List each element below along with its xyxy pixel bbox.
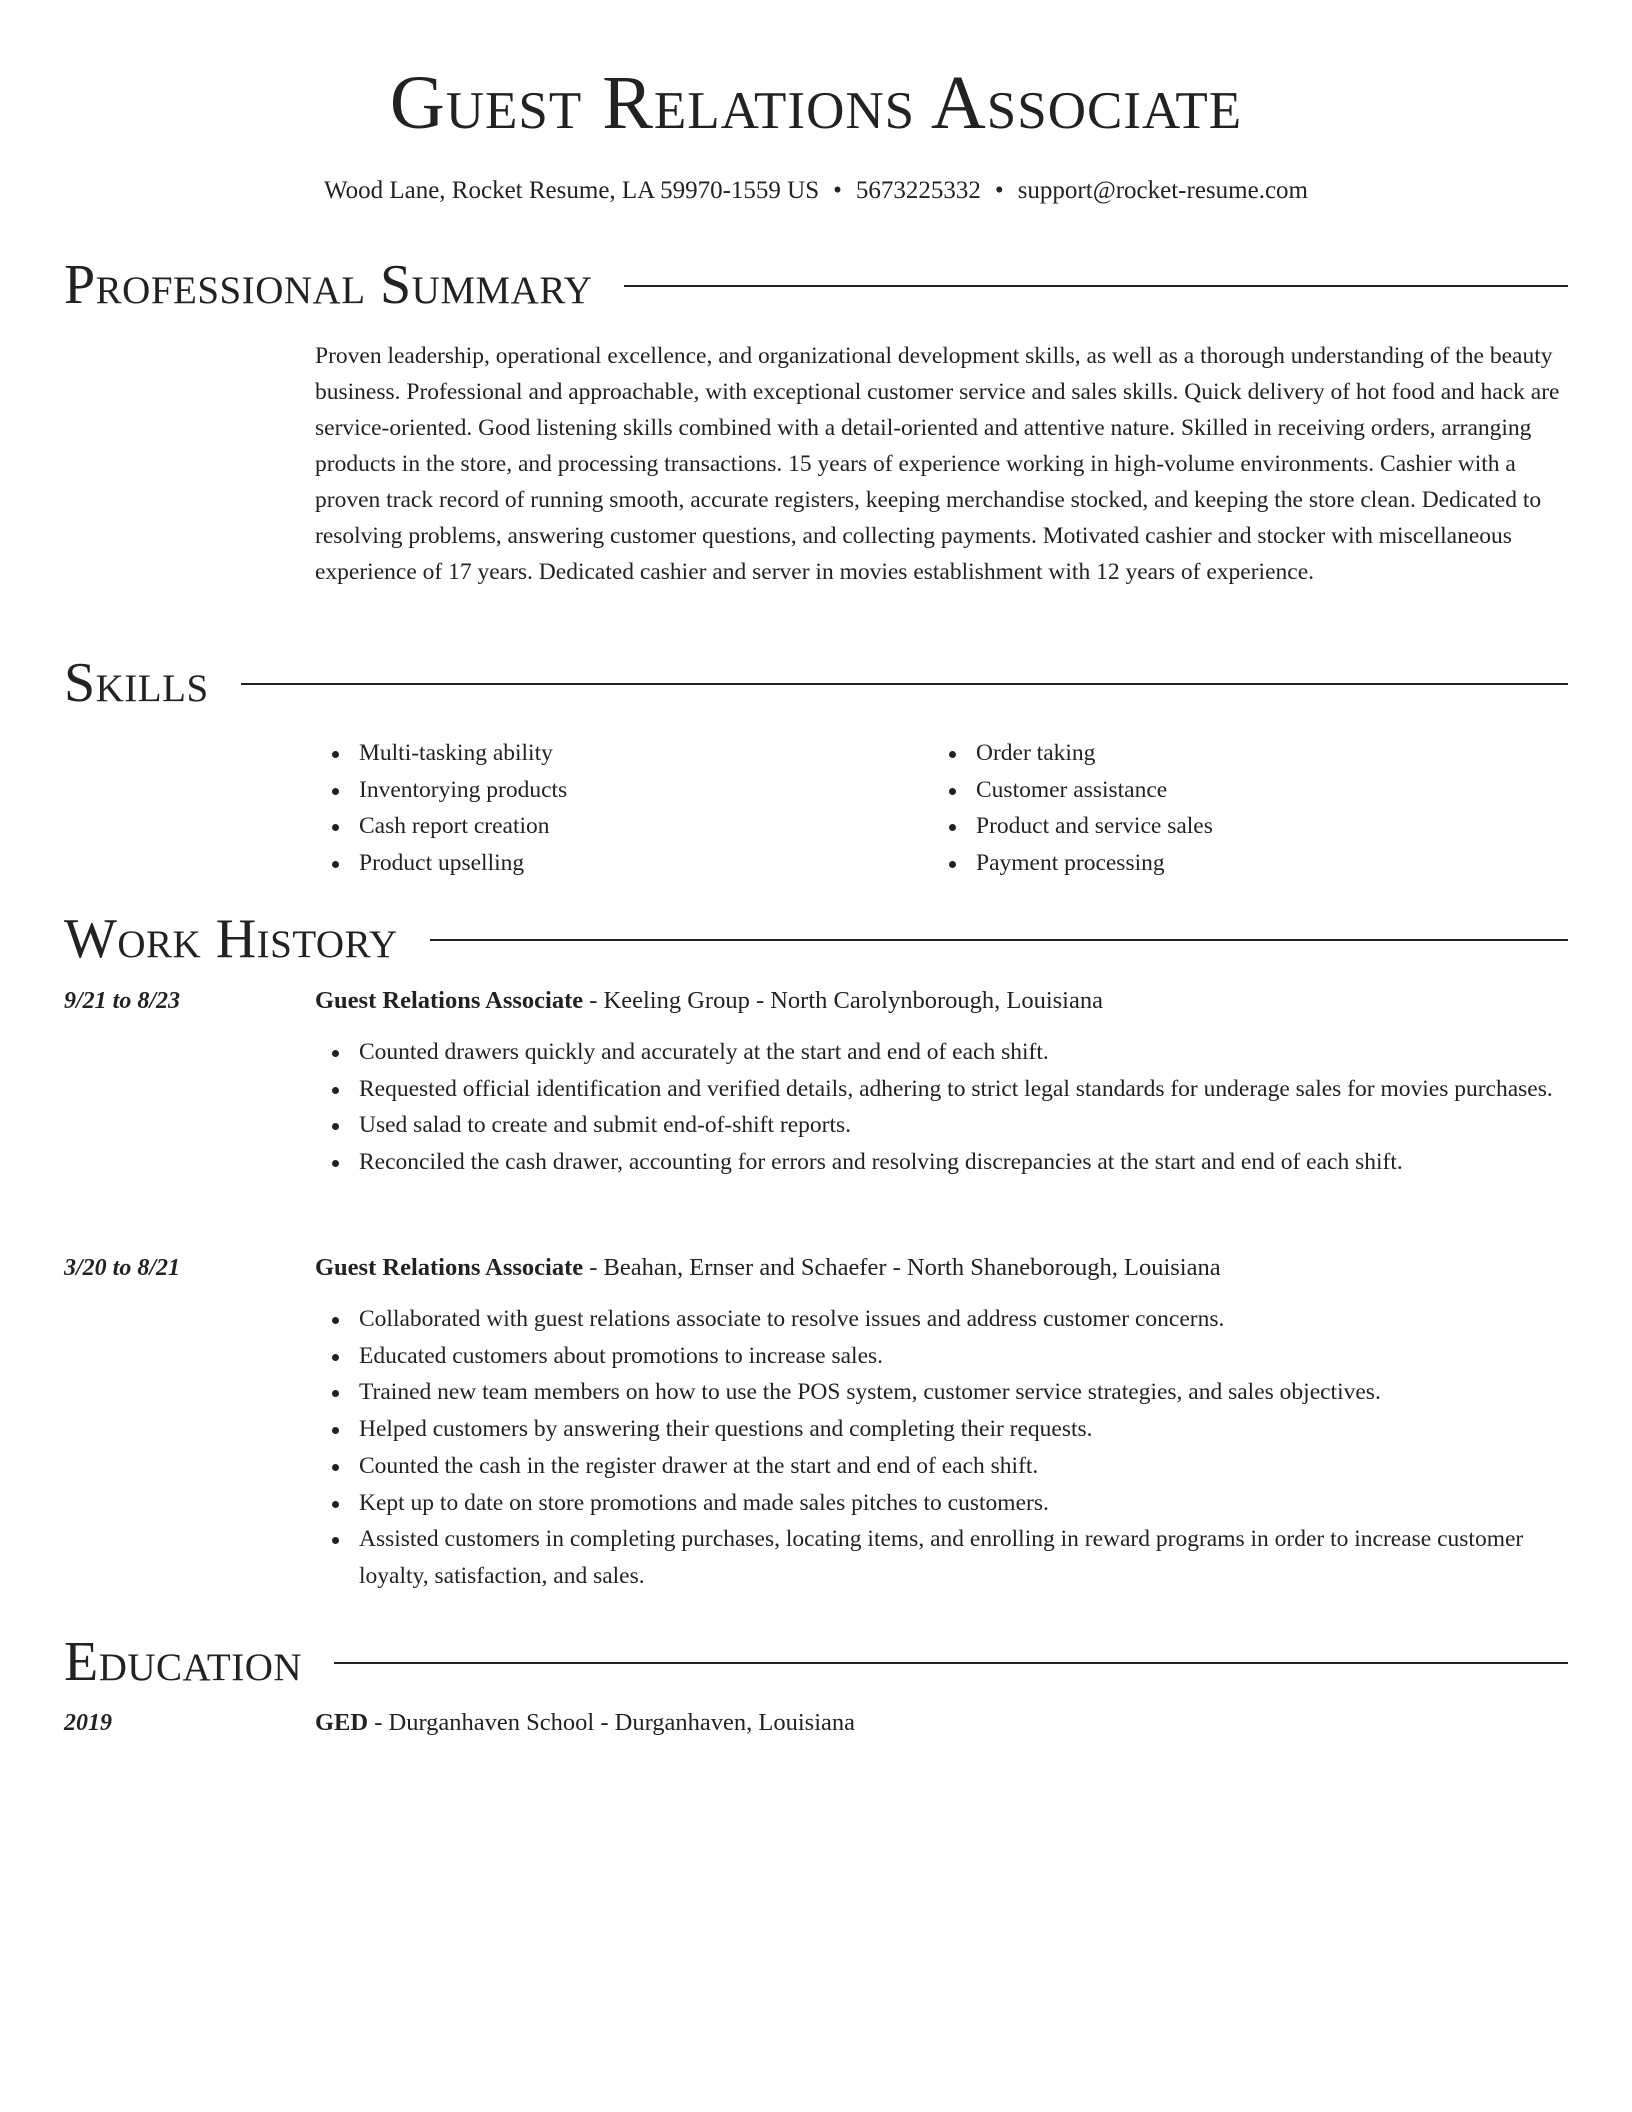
job-dates: 9/21 to 8/23	[64, 988, 181, 1014]
section-header-work	[64, 904, 1568, 974]
contact-separator: •	[994, 177, 1004, 204]
section-divider	[241, 683, 1568, 685]
education-school-location: - Durganhaven School - Durganhaven, Louisiana	[368, 1709, 856, 1736]
job-duty-item: Assisted customers in completing purchases, locating items, and enrolling in reward programs in order to increase customer loyalty, satisfaction, and sales.	[359, 1521, 1568, 1594]
section-header-summary	[64, 250, 1568, 320]
skill-item: Cash report creation	[359, 808, 932, 845]
skill-item: Customer assistance	[976, 772, 1549, 809]
summary-text: Proven leadership, operational excellence, and organizational development skills, as well as a thorough understanding of the beauty business. Professional and approachable, with exceptional customer service and sales skills. Quick delivery of hot food and hack are service-oriented. Good listening skills combined with a detail-oriented and attentive nature. Skilled in receiving orders, arranging products in the store, and processing transactions. 15 years of experience working in high-volume environments. Cashier with a proven track record of running smooth, accurate registers, keeping merchandise stocked, and keeping the store clean. Dedicated to resolving problems, answering customer questions, and collecting payments. Motivated cashier and stocker with miscellaneous experience of 17 years. Dedicated cashier and server in movies establishment with 12 years of experience.	[315, 343, 1560, 585]
job-duty-item: Counted drawers quickly and accurately at the start and end of each shift.	[359, 1034, 1568, 1071]
skills-list	[315, 735, 1568, 882]
job-duty-item: Kept up to date on store promotions and made sales pitches to customers.	[359, 1485, 1568, 1522]
job-employer-location: - Beahan, Ernser and Schaefer - North Shaneborough, Louisiana	[583, 1254, 1221, 1281]
contact-email: support@rocket-resume.com	[1017, 177, 1308, 204]
job-dates: 3/20 to 8/21	[64, 1255, 181, 1281]
skills-column-left	[315, 735, 932, 882]
contact-line	[64, 174, 1568, 208]
job-title-line	[315, 983, 1568, 1019]
skills-column-right	[932, 735, 1549, 882]
section-header-skills	[64, 648, 1568, 718]
job-duty-item: Used salad to create and submit end-of-shift reports.	[359, 1107, 1568, 1144]
job-duty-item: Requested official identification and verified details, adhering to strict legal standards for underage sales for movies purchases.	[359, 1071, 1568, 1108]
job-duty-item: Helped customers by answering their questions and completing their requests.	[359, 1411, 1568, 1448]
section-title-summary: Professional Summary	[64, 254, 593, 316]
job-role: Guest Relations Associate	[315, 1254, 584, 1281]
job-duty-item: Collaborated with guest relations associate to resolve issues and address customer concerns.	[359, 1301, 1568, 1338]
skill-item: Inventorying products	[359, 772, 932, 809]
section-divider	[334, 1662, 1568, 1664]
job-duties	[315, 1034, 1568, 1181]
section-divider	[430, 939, 1568, 941]
job-duties	[315, 1301, 1568, 1595]
section-divider	[624, 285, 1568, 287]
skill-item: Order taking	[976, 735, 1549, 772]
education-title-line	[315, 1705, 1568, 1741]
section-title-work: Work History	[64, 908, 398, 970]
education-year: 2019	[64, 1710, 112, 1736]
education-degree: GED	[315, 1709, 369, 1736]
job-employer-location: - Keeling Group - North Carolynborough, Louisiana	[583, 987, 1103, 1014]
skill-item: Multi-tasking ability	[359, 735, 932, 772]
section-title-education: Education	[64, 1631, 303, 1693]
job-duty-item: Trained new team members on how to use the POS system, customer service strategies, and sales objectives.	[359, 1374, 1568, 1411]
contact-address: Wood Lane, Rocket Resume, LA 59970-1559 US	[324, 177, 820, 204]
skill-item: Payment processing	[976, 845, 1549, 882]
section-header-education	[64, 1627, 1568, 1697]
contact-separator: •	[833, 177, 842, 204]
job-title-line	[315, 1250, 1568, 1286]
job-duty-item: Reconciled the cash drawer, accounting for errors and resolving discrepancies at the start and end of each shift.	[359, 1144, 1568, 1181]
contact-phone: 5673225332	[855, 177, 981, 204]
job-duty-item: Counted the cash in the register drawer at the start and end of each shift.	[359, 1448, 1568, 1485]
job-duty-item: Educated customers about promotions to increase sales.	[359, 1338, 1568, 1375]
skill-item: Product and service sales	[976, 808, 1549, 845]
skill-item: Product upselling	[359, 845, 932, 882]
section-title-skills: Skills	[64, 652, 209, 714]
job-role: Guest Relations Associate	[315, 987, 584, 1014]
candidate-name: Guest Relations Associate	[389, 61, 1243, 145]
